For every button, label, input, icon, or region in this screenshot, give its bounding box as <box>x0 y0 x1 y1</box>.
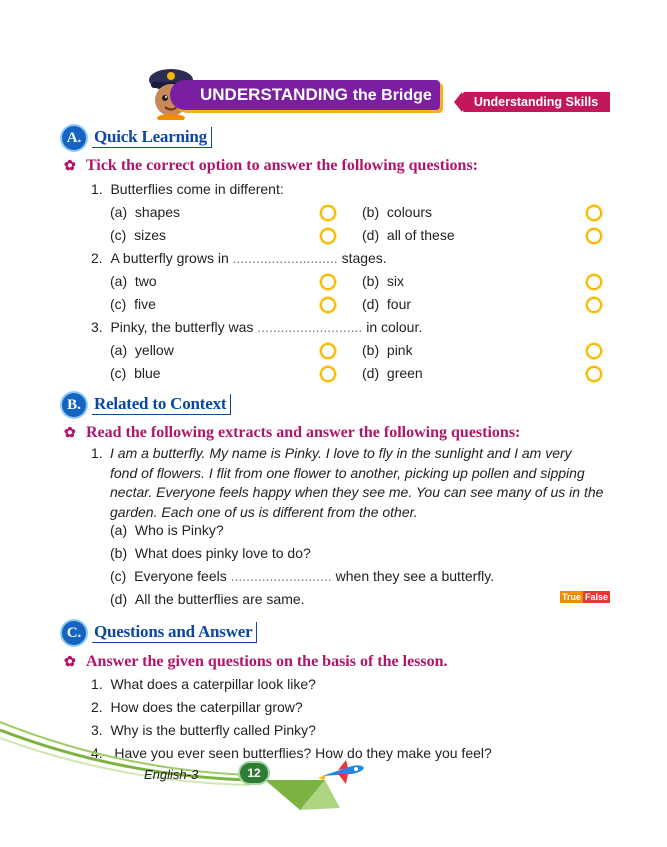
section-b-letter: B. <box>62 393 86 417</box>
subquestion-b: (b) What does pinky love to do? <box>110 545 311 561</box>
tick-circle-3a[interactable] <box>320 343 336 359</box>
question-2: 2. A butterfly grows in ........................... stages. <box>91 250 387 266</box>
skills-label: Understanding Skills <box>462 92 610 112</box>
section-c-heading <box>62 621 302 649</box>
false-label[interactable]: False <box>585 592 609 602</box>
option-3d: (d) green <box>362 365 423 381</box>
tick-circle-1a[interactable] <box>320 205 336 221</box>
tick-circle-3b[interactable] <box>586 343 602 359</box>
section-c-title: Questions and Answer <box>92 622 257 643</box>
true-false-tag[interactable] <box>560 591 610 603</box>
option-2c: (c) five <box>110 296 156 312</box>
flower-bullet-icon: ✿ <box>64 159 76 174</box>
banner-main: UNDERSTANDING <box>200 85 348 104</box>
question-1: 1. Butterflies come in different: <box>91 181 284 197</box>
section-c-instruction: ✿ Answer the given questions on the basis of the lesson. <box>64 653 448 670</box>
option-3b: (b) pink <box>362 342 413 358</box>
section-a-title: Quick Learning <box>92 127 212 148</box>
tick-circle-3d[interactable] <box>586 366 602 382</box>
section-b-instruction: ✿ Read the following extracts and answer the following questions: <box>64 424 521 441</box>
subquestion-a: (a) Who is Pinky? <box>110 522 224 538</box>
page-number: 12 <box>240 763 268 783</box>
section-c-letter: C. <box>62 621 86 645</box>
question-3: 3. Pinky, the butterfly was ........................... in colour. <box>91 319 423 335</box>
tick-circle-2b[interactable] <box>586 274 602 290</box>
option-1d: (d) all of these <box>362 227 455 243</box>
answer-blank[interactable]: .......................... <box>230 568 332 584</box>
option-1a: (a) shapes <box>110 204 181 220</box>
section-banner <box>170 80 440 110</box>
tick-circle-2a[interactable] <box>320 274 336 290</box>
option-3a: (a) yellow <box>110 342 174 358</box>
option-1c: (c) sizes <box>110 227 167 243</box>
subquestion-c: (c) Everyone feels .......................... when they see a butterfly. <box>110 568 495 584</box>
banner-sub: the Bridge <box>352 87 432 104</box>
option-2a: (a) two <box>110 273 157 289</box>
question-c2: 2. How does the caterpillar grow? <box>91 699 303 715</box>
question-c4: 4. Have you ever seen butterflies? How do they make you feel? <box>91 745 492 761</box>
subquestion-d: (d) All the butterflies are same. <box>110 591 305 607</box>
question-c3: 3. Why is the butterfly called Pinky? <box>91 722 316 738</box>
extract-paragraph: I am a butterfly. My name is Pinky. I love to fly in the sunlight and I am very fond of flowers. I flit from one flower to another, picking up pollen and sipping nectar. Everyone feels happy when they see me. You can see many of us in the garden. Each one of us is different from the other. <box>110 445 604 520</box>
flower-bullet-icon: ✿ <box>64 655 76 670</box>
true-label[interactable]: True <box>562 592 582 602</box>
rocket-icon <box>318 758 366 786</box>
option-2b: (b) six <box>362 273 405 289</box>
tick-circle-1b[interactable] <box>586 205 602 221</box>
section-a-instruction: ✿ Tick the correct option to answer the following questions: <box>64 157 478 174</box>
question-c1: 1. What does a caterpillar look like? <box>91 676 316 692</box>
tick-circle-2c[interactable] <box>320 297 336 313</box>
section-a-letter: A. <box>62 126 86 150</box>
flower-bullet-icon: ✿ <box>64 426 76 441</box>
tick-circle-1d[interactable] <box>586 228 602 244</box>
section-b-heading <box>62 393 282 421</box>
extract-number: 1. <box>91 445 103 461</box>
tick-circle-3c[interactable] <box>320 366 336 382</box>
section-b-title: Related to Context <box>92 394 231 415</box>
tick-circle-1c[interactable] <box>320 228 336 244</box>
answer-blank[interactable]: ........................... <box>232 250 338 266</box>
book-title: English-3 <box>144 767 199 782</box>
option-2d: (d) four <box>362 296 412 312</box>
answer-blank[interactable]: ........................... <box>257 319 363 335</box>
tick-circle-2d[interactable] <box>586 297 602 313</box>
section-a-heading <box>62 126 262 154</box>
option-3c: (c) blue <box>110 365 161 381</box>
option-1b: (b) colours <box>362 204 433 220</box>
